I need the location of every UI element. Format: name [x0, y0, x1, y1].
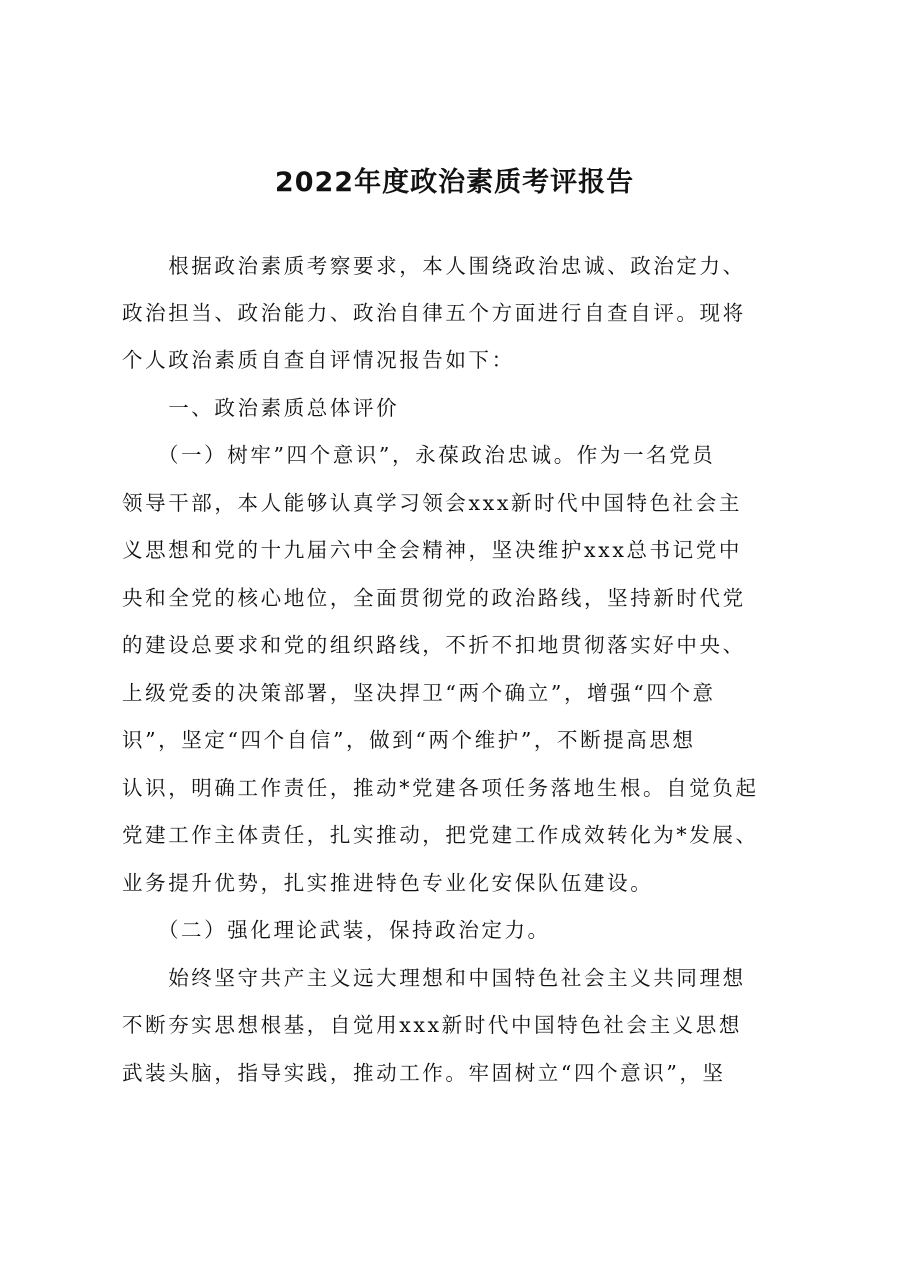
paragraph-line: 义思想和党的十九届六中全会精神，坚决维护xxx总书记党中	[122, 538, 742, 562]
paragraph-line: 党建工作主体责任，扎实推动，把党建工作成效转化为*发展、	[122, 823, 759, 847]
paragraph-line: 根据政治素质考察要求，本人围绕政治忠诚、政治定力、	[122, 254, 746, 278]
paragraph-line: 上级党委的决策部署，坚决捍卫“两个确立”，增强“四个意	[122, 681, 716, 705]
subsection-heading: （一）树牢”四个意识”，永葆政治忠诚。作为一名党员	[122, 443, 716, 467]
paragraph-line: 央和全党的核心地位，全面贯彻党的政治路线，坚持新时代党	[122, 586, 746, 610]
paragraph-line: 识”，坚定“四个自信”，做到“两个维护”，不断提高思想	[122, 728, 696, 752]
document-title: 2022年度政治素质考评报告	[274, 167, 635, 198]
paragraph-line: 领导干部，本人能够认真学习领会xxx新时代中国特色社会主	[122, 491, 742, 515]
subsection-heading: （二）强化理论武装，保持政治定力。	[122, 918, 551, 942]
paragraph-line: 始终坚守共产主义远大理想和中国特色社会主义共同理想	[122, 966, 746, 990]
paragraph-line: 业务提升优势，扎实推进特色专业化安保队伍建设。	[122, 871, 654, 895]
paragraph-line: 政治担当、政治能力、政治自律五个方面进行自查自评。现将	[122, 301, 746, 325]
paragraph-line: 个人政治素质自查自评情况报告如下：	[122, 348, 515, 372]
section-heading: 一、政治素质总体评价	[122, 396, 400, 420]
paragraph-line: 认识，明确工作责任，推动*党建各项任务落地生根。自觉负起	[122, 776, 759, 800]
paragraph-line: 不断夯实思想根基，自觉用xxx新时代中国特色社会主义思想	[122, 1013, 742, 1037]
paragraph-line: 的建设总要求和党的组织路线，不折不扣地贯彻落实好中央、	[122, 633, 746, 657]
paragraph-line: 武装头脑，指导实践，推动工作。牢固树立“四个意识”，坚	[122, 1061, 726, 1085]
